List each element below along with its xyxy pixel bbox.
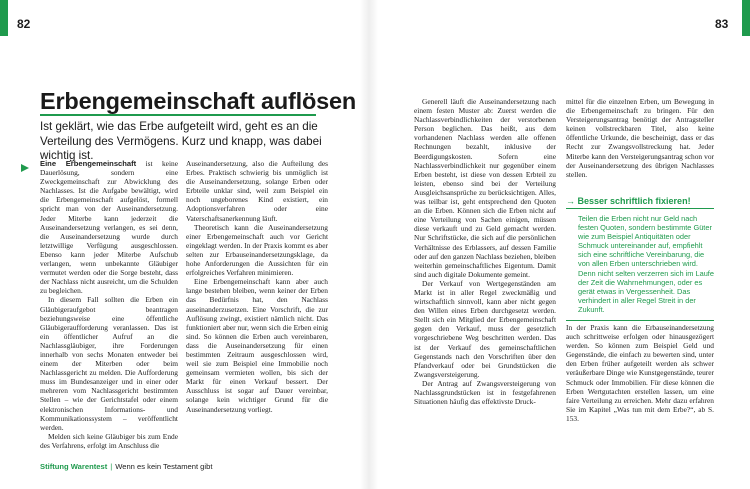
- col3-paragraph-1: Generell läuft die Auseinandersetzung nach einem festen Muster ab: Zuerst werden die Nachlassverbindlichkeiten der verstorbenen Person beglichen. Das heißt, aus dem vorhandenen Nachlass werden alle offenen Rechnungen bezahlt, inklusive der Beerdigungskosten. Sofern eine Nachlassverbindlichkeit nur gegenüber einem Erben besteht, ist diese von dessen Erbteil zu leisten, ebenso sind bei der Verteilung Ausgleichsansprüche zu berücksichtigen. Alles, was teilbar ist, geht entsprechend den Quoten an die Erben. Können sich die Erben nicht auf eine Verteilung von Sachen einigen, müssen diese verkauft und zu Geld gemacht werden. Nur Schriftstücke, die sich auf die persönlichen Verhältnisse des Erblassers, auf dessen Familie oder auf den ganzen Nachlass beziehen, bleiben weiterhin gemeinschaftliches Eigentum. Damit sind auch digitale Dokumente gemeint.: [414, 97, 556, 279]
- arrow-right-icon: →: [566, 196, 578, 206]
- column-2: [186, 159, 328, 414]
- col3-paragraph-2: Der Verkauf von Wertgegenständen am Markt ist in aller Regel zweckmäßig und wirtschaftlich sinnvoll, kann aber nicht gegen den Willen eines Erben durchgesetzt werden. Stellt sich ein Mitglied der Erbengemeinschaft gegen den Verkauf, muss der gesetzlich vorgeschriebene Weg beschritten werden. Das ist der Verkauf des gemeinschaftlichen Gegenstands nach den Vorschriften über den Pfandverkauf oder bei Grundstücken die Zwangsversteigerung.: [414, 278, 556, 379]
- column-4: [566, 97, 714, 179]
- col3-paragraph-3: Der Antrag auf Zwangsversteigerung von Nachlassgrundstücken ist in festgefahrenen Situationen häufig das effektivste Druck-: [414, 378, 556, 407]
- col4-paragraph-1: mittel für die einzelnen Erben, um Bewegung in die Erbengemeinschaft zu bringen. Für den Versteigerungsantrag benötigt der Antragsteller keinen vollstreckbaren Titel, also keine öffentliche Urkunde, die bescheinigt, dass er das Recht zur Zwangsvollstreckung hat. Jeder Miterbe kann den Versteigerungsantrag schon vor der Auseinandersetzung des übrigen Nachlasses stellen.: [566, 97, 714, 179]
- arrow-right-icon: [20, 163, 30, 173]
- footer-brand: Stiftung Warentest: [40, 462, 108, 471]
- page-number-left: 82: [17, 17, 31, 31]
- header-bar-right: [742, 0, 750, 36]
- col2-paragraph-1: Auseinandersetzung, also die Aufteilung des Erbes. Praktisch schwierig bis unmöglich ist die Auseinandersetzung, solange Erben oder Erbteile unklar sind, weil zum Beispiel ein noch ungeborenes Kind existiert, ein Adoptionsverfahren oder eine Vaterschaftsanerkennung läuft.: [186, 159, 328, 223]
- column-4-lower: [566, 323, 714, 423]
- footer-separator: |: [110, 462, 113, 471]
- header-bar-left: [0, 0, 8, 36]
- column-3: [414, 97, 556, 406]
- footer-title: Wenn es kein Testament gibt: [115, 462, 213, 471]
- title-underline: [40, 114, 316, 116]
- col1-paragraph-2: In diesem Fall sollten die Erben ein Gläubigeraufgebot beantragen beziehungsweise eine öffentliche Gläubigeraufforderung veranlassen. Das ist ein öffentlicher Aufruf an die Nachlassgläubiger, ihre Forderungen innerhalb von sechs Monaten entweder bei einem der Miterben oder beim Nachlassgericht zu melden. Die Aufforderung muss im Bundesanzeiger und in einer oder mehreren vom Nachlassgericht bestimmten Stellen – wie der Gerichtstafel oder einem elektronischen Informations- und Kommunikationssystem – veröffentlicht werden.: [40, 295, 178, 432]
- col1-lead-term: Eine Erbengemeinschaft: [40, 159, 137, 168]
- col4-paragraph-2: In der Praxis kann die Erbauseinandersetzung auch schrittweise erfolgen oder hinausgezögert werden. So können zum Beispiel Geld und Gegenstände, die einfach zu bewerten sind, unter den Erben früher aufgeteilt werden als schwer veräußerbare Dinge wie Kunstgegenstände, teurer Schmuck oder Immobilien. Für diese können die Erben Wertgutachten erstellen lassen, um eine faire Verteilung zu erreichen. Mehr dazu erfahren Sie im Kapitel „Was tun mit dem Erbe?“, ab S. 153.: [566, 323, 714, 423]
- col1-paragraph-3: Melden sich keine Gläubiger bis zum Ende des Verfahrens, erfolgt im Anschluss die: [40, 431, 178, 450]
- col1-paragraph-1: Eine Erbengemeinschaft ist keine Dauerlösung, sondern eine Zweckgemeinschaft zur Abwicklung des Nachlasses. Ist die Aufgabe bewältigt, wird die Erbengemeinschaft aufgelöst, formell spricht man von der Auseinandersetzung. Jeder Miterbe kann jederzeit die Auseinandersetzung verlangen, es sei denn, die Auseinandersetzung wurde durch letztwillige Verfügung ausgeschlossen. Ebenso kann jeder Miterbe Aufschub verlangen, wenn unbekannte Gläubiger vermutet werden oder die Sorge besteht, dass der Nachlass nicht ausreicht, um die Schulden zu begleichen.: [40, 159, 178, 296]
- tip-box: [566, 196, 714, 321]
- tip-title: → Besser schriftlich fixieren!: [566, 196, 714, 209]
- col2-paragraph-2: Theoretisch kann die Auseinandersetzung einer Erbengemeinschaft auch vor Gericht eingeklagt werden. In der Praxis kommt es aber selten zur Erbauseinandersetzungsklage, da hohe Anforderungen die Aussichten für ein erfolgreiches Verfahren minimieren.: [186, 222, 328, 278]
- tip-bottom-rule: [566, 320, 714, 321]
- tip-body: Teilen die Erben nicht nur Geld nach festen Quoten, sondern bestimmte Güter wie zum Beispiel Antiquitäten oder Schmuck untereinander auf, empfiehlt sich eine schriftliche Vereinbarung, die von allen Erben unterschrieben wird. Denn nicht selten verzerren sich im Laufe der Zeit die Wahrnehmungen, oder es gerät etwas in Vergessenheit. Das verhindert in aller Regel Streit in der Zukunft.: [578, 214, 714, 314]
- page-gutter: [360, 0, 378, 489]
- col2-paragraph-3: Eine Erbengemeinschaft kann aber auch lange bestehen bleiben, wenn keiner der Erben das Bedürfnis hat, den Nachlass auseinanderzusetzen. Eine Vorschrift, die zur Auflösung zwingt, existiert nämlich nicht. Das funktioniert aber nur, wenn sich die Erben einig sind. So können die Erben auch vereinbaren, dass die Auseinandersetzung für einen bestimmten Zeitraum ausgeschlossen wird, weil sie zum Beispiel eine Immobilie noch gemeinsam vermieten wollen, bis sich der Markt für einen Verkauf bessert. Der Ausschluss ist sogar auf Dauer vereinbar, solange kein wichtiger Grund für die Auseinandersetzung vorliegt.: [186, 277, 328, 414]
- column-1: [40, 159, 178, 450]
- page-number-right: 83: [715, 17, 729, 31]
- lead-paragraph: Ist geklärt, wie das Erbe aufgeteilt wird, geht es an die Verteilung des Vermögens. Kurz und knapp, was dabei wichtig ist.: [40, 120, 322, 163]
- page-title: Erbengemeinschaft auflösen: [40, 88, 357, 114]
- page-footer: [40, 462, 212, 471]
